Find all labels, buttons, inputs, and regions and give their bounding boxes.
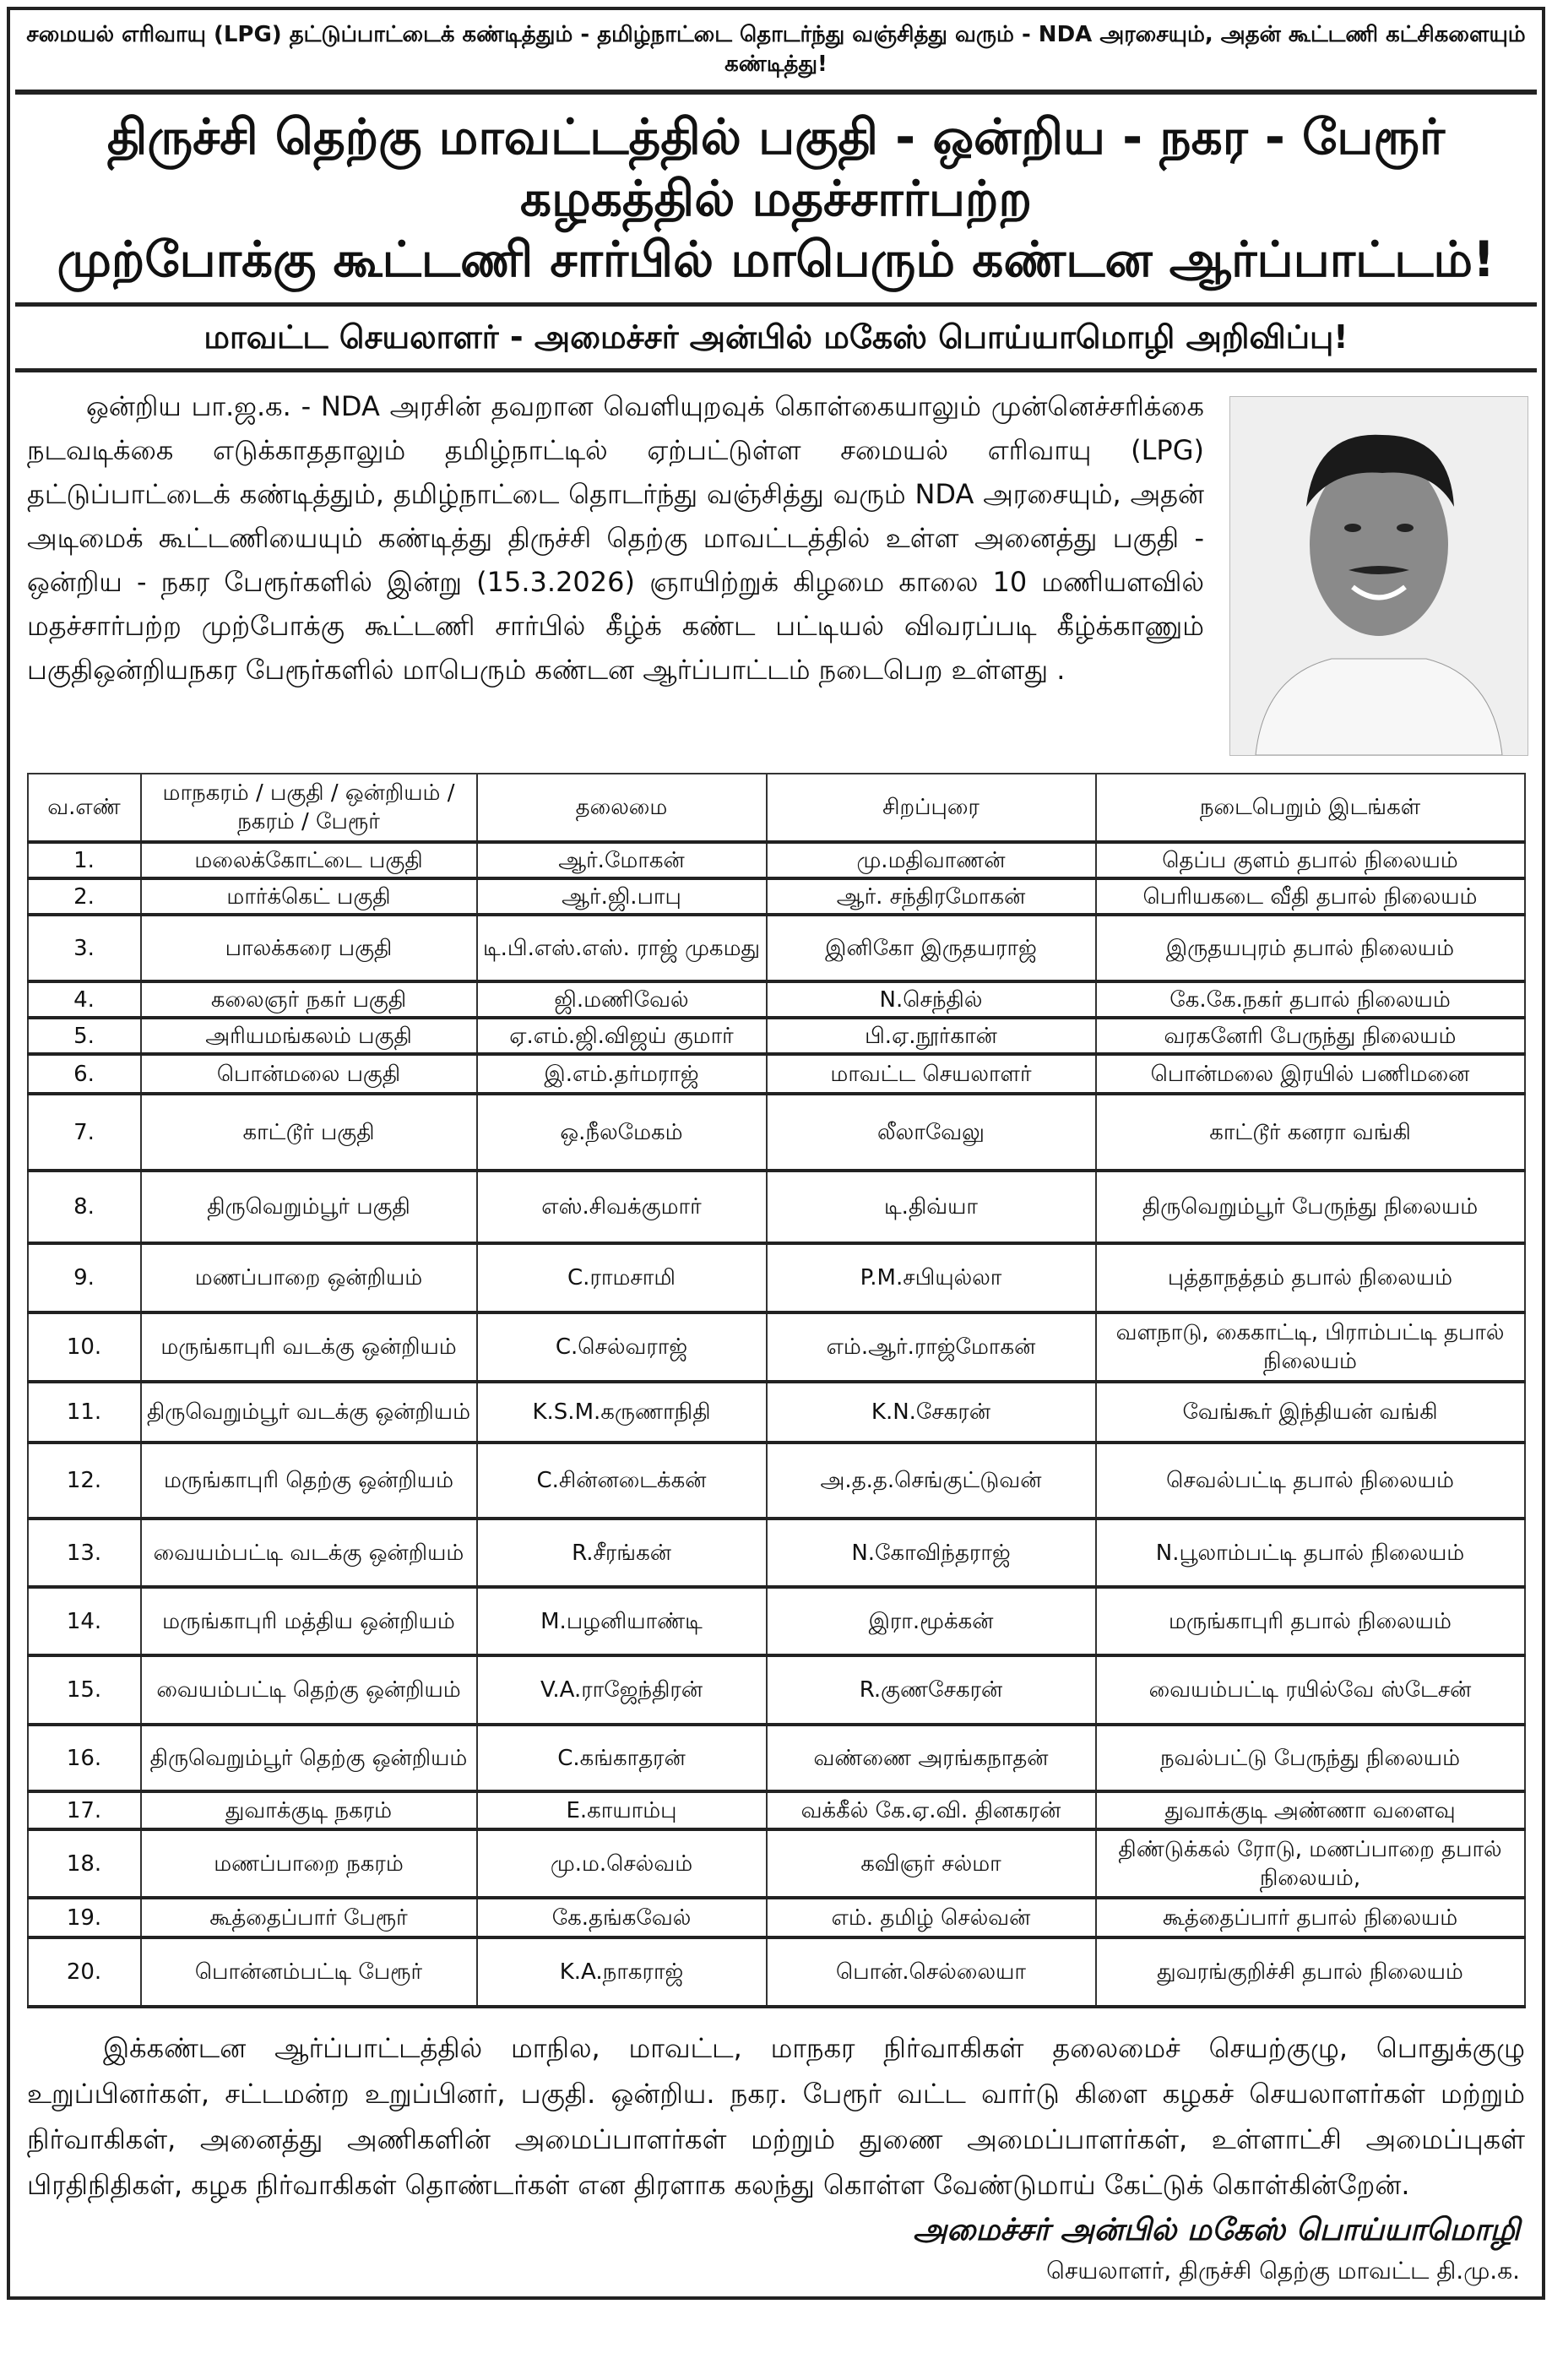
- cell-venue: துவரங்குறிச்சி தபால் நிலையம்: [1096, 1937, 1525, 2007]
- cell-serial: 6.: [28, 1054, 141, 1094]
- table-row: [28, 1382, 1525, 1443]
- cell-area: பாலக்கரை பகுதி: [141, 915, 477, 981]
- cell-special-address: மு.மதிவாணன்: [767, 842, 1096, 878]
- cell-area: மருங்காபுரி தெற்கு ஒன்றியம்: [141, 1443, 477, 1519]
- cell-serial: 2.: [28, 878, 141, 915]
- cell-presided-by: R.சீரங்கன்: [477, 1519, 767, 1587]
- cell-serial: 20.: [28, 1937, 141, 2007]
- cell-serial: 12.: [28, 1443, 141, 1519]
- intro-section: [15, 372, 1537, 773]
- table-row: [28, 915, 1525, 981]
- cell-venue: கூத்தைப்பார் தபால் நிலையம்: [1096, 1898, 1525, 1937]
- cell-area: மணப்பாறை ஒன்றியம்: [141, 1243, 477, 1312]
- cell-presided-by: ஆர்.ஜி.பாபு: [477, 878, 767, 915]
- cell-area: திருவெறும்பூர் தெற்கு ஒன்றியம்: [141, 1725, 477, 1791]
- cell-special-address: N.செந்தில்: [767, 981, 1096, 1018]
- cell-special-address: வண்ணை அரங்கநாதன்: [767, 1725, 1096, 1791]
- header-special-address: சிறப்புரை: [767, 774, 1096, 842]
- cell-venue: வேங்கூர் இந்தியன் வங்கி: [1096, 1382, 1525, 1443]
- header-serial: வ.எண்: [28, 774, 141, 842]
- cell-serial: 15.: [28, 1655, 141, 1725]
- cell-venue: காட்டூர் கனரா வங்கி: [1096, 1094, 1525, 1171]
- cell-area: பொன்மலை பகுதி: [141, 1054, 477, 1094]
- cell-serial: 16.: [28, 1725, 141, 1791]
- cell-area: பொன்னம்பட்டி பேரூர்: [141, 1937, 477, 2007]
- cell-presided-by: E.காயாம்பு: [477, 1791, 767, 1829]
- cell-venue: N.பூலாம்பட்டி தபால் நிலையம்: [1096, 1519, 1525, 1587]
- cell-venue: வையம்பட்டி ரயில்வே ஸ்டேசன்: [1096, 1655, 1525, 1725]
- body-paragraph: ஒன்றிய பா.ஜ.க. - NDA அரசின் தவறான வெளியுறவுக் கொள்கையாலும் முன்னெச்சரிக்கை நடவடிக்கை எடுக்காததாலும் தமிழ்நாட்டில் ஏற்பட்டுள்ள சமையல் எரிவாயு (LPG) தட்டுப்பாட்டைக் கண்டித்தும், தமிழ்நாட்டை தொடர்ந்து வஞ்சித்து வரும் NDA அரசையும், அதன் அடிமைக் கூட்டணியையும் கண்டித்து திருச்சி தெற்கு மாவட்டத்தில் உள்ள அனைத்து பகுதி - ஒன்றிய - நகர பேரூர்களில் இன்று (15.3.2026) ஞாயிற்றுக் கிழமை காலை 10 மணியளவில் மதச்சார்பற்ற முற்போக்கு கூட்டணி சார்பில் கீழ்க் கண்ட பட்டியல் விவரப்படி கீழ்க்காணும் பகுதிஒன்றியநகர பேரூர்களில் மாபெரும் கண்டன ஆர்ப்பாட்டம் நடைபெற உள்ளது .: [27, 390, 1204, 687]
- cell-serial: 3.: [28, 915, 141, 981]
- cell-area: அரியமங்கலம் பகுதி: [141, 1018, 477, 1054]
- cell-presided-by: ஏ.எம்.ஜி.விஜய் குமார்: [477, 1018, 767, 1054]
- cell-area: துவாக்குடி நகரம்: [141, 1791, 477, 1829]
- cell-venue: செவல்பட்டி தபால் நிலையம்: [1096, 1443, 1525, 1519]
- cell-serial: 10.: [28, 1312, 141, 1382]
- table-row: [28, 981, 1525, 1018]
- cell-special-address: கவிஞர் சல்மா: [767, 1829, 1096, 1898]
- cell-venue: துவாக்குடி அண்ணா வளைவு: [1096, 1791, 1525, 1829]
- cell-venue: புத்தாநத்தம் தபால் நிலையம்: [1096, 1243, 1525, 1312]
- cell-special-address: பொன்.செல்லையா: [767, 1937, 1096, 2007]
- cell-presided-by: C.கங்காதரன்: [477, 1725, 767, 1791]
- table-row: [28, 1243, 1525, 1312]
- cell-area: மார்க்கெட் பகுதி: [141, 878, 477, 915]
- cell-venue: மருங்காபுரி தபால் நிலையம்: [1096, 1587, 1525, 1655]
- portrait-image: [1230, 397, 1528, 755]
- cell-presided-by: C.சின்னடைக்கன்: [477, 1443, 767, 1519]
- table-row: [28, 1519, 1525, 1587]
- cell-special-address: N.கோவிந்தராஜ்: [767, 1519, 1096, 1587]
- cell-special-address: ஆர். சந்திரமோகன்: [767, 878, 1096, 915]
- table-body: [28, 842, 1525, 2007]
- table-row: [28, 1725, 1525, 1791]
- cell-area: திருவெறும்பூர் பகுதி: [141, 1171, 477, 1243]
- cell-serial: 7.: [28, 1094, 141, 1171]
- cell-special-address: லீலாவேலு: [767, 1094, 1096, 1171]
- cell-serial: 19.: [28, 1898, 141, 1937]
- table-row: [28, 878, 1525, 915]
- cell-presided-by: கே.தங்கவேல்: [477, 1898, 767, 1937]
- cell-special-address: வக்கீல் கே.ஏ.வி. தினகரன்: [767, 1791, 1096, 1829]
- cell-venue: பொன்மலை இரயில் பணிமனை: [1096, 1054, 1525, 1094]
- cell-special-address: இனிகோ இருதயராஜ்: [767, 915, 1096, 981]
- headline-line-1: திருச்சி தெற்கு மாவட்டத்தில் பகுதி - ஒன்றிய - நகர - பேரூர் கழகத்தில் மதச்சார்பற்ற: [106, 108, 1446, 227]
- cell-venue: தெப்ப குளம் தபால் நிலையம்: [1096, 842, 1525, 878]
- top-banner: சமையல் எரிவாயு (LPG) தட்டுப்பாட்டைக் கண்டித்தும் - தமிழ்நாட்டை தொடர்ந்து வஞ்சித்து வரும் - NDA அரசையும், அதன் கூட்டணி கட்சிகளையும் கண்டித்து!: [15, 10, 1537, 95]
- table-row: [28, 1587, 1525, 1655]
- table-row: [28, 1094, 1525, 1171]
- cell-serial: 8.: [28, 1171, 141, 1243]
- table-row: [28, 1791, 1525, 1829]
- cell-presided-by: எஸ்.சிவக்குமார்: [477, 1171, 767, 1243]
- cell-serial: 5.: [28, 1018, 141, 1054]
- table-row: [28, 1054, 1525, 1094]
- cell-presided-by: C.செல்வராஜ்: [477, 1312, 767, 1382]
- cell-venue: திருவெறும்பூர் பேருந்து நிலையம்: [1096, 1171, 1525, 1243]
- header-area: மாநகரம் / பகுதி / ஒன்றியம் / நகரம் / பேரூர்: [141, 774, 477, 842]
- signature-name: அமைச்சர் அன்பில் மகேஸ் பொய்யாமொழி: [913, 2213, 1520, 2248]
- cell-serial: 11.: [28, 1382, 141, 1443]
- cell-area: மருங்காபுரி மத்திய ஒன்றியம்: [141, 1587, 477, 1655]
- cell-presided-by: இ.எம்.தர்மராஜ்: [477, 1054, 767, 1094]
- cell-area: மருங்காபுரி வடக்கு ஒன்றியம்: [141, 1312, 477, 1382]
- cell-presided-by: V.A.ராஜேந்திரன்: [477, 1655, 767, 1725]
- cell-presided-by: K.A.நாகராஜ்: [477, 1937, 767, 2007]
- cell-presided-by: M.பழனியாண்டி: [477, 1587, 767, 1655]
- cell-area: வையம்பட்டி வடக்கு ஒன்றியம்: [141, 1519, 477, 1587]
- cell-venue: கே.கே.நகர் தபால் நிலையம்: [1096, 981, 1525, 1018]
- cell-area: திருவெறும்பூர் வடக்கு ஒன்றியம்: [141, 1382, 477, 1443]
- table-header-row: [28, 774, 1525, 842]
- cell-venue: வரகனேரி பேருந்து நிலையம்: [1096, 1018, 1525, 1054]
- table-row: [28, 842, 1525, 878]
- cell-special-address: K.N.சேகரன்: [767, 1382, 1096, 1443]
- table-row: [28, 1443, 1525, 1519]
- cell-special-address: டி.திவ்யா: [767, 1171, 1096, 1243]
- table-row: [28, 1018, 1525, 1054]
- cell-venue: திண்டுக்கல் ரோடு, மணப்பாறை தபால் நிலையம்,: [1096, 1829, 1525, 1898]
- cell-presided-by: ஜி.மணிவேல்: [477, 981, 767, 1018]
- table-row: [28, 1829, 1525, 1898]
- cell-special-address: P.M.சபியுல்லா: [767, 1243, 1096, 1312]
- header-venue: நடைபெறும் இடங்கள்: [1096, 774, 1525, 842]
- table-row: [28, 1898, 1525, 1937]
- cell-area: கூத்தைப்பார் பேரூர்: [141, 1898, 477, 1937]
- cell-serial: 1.: [28, 842, 141, 878]
- table-row: [28, 1655, 1525, 1725]
- page-frame: [7, 7, 1545, 2300]
- subheadline: மாவட்ட செயலாளர் - அமைச்சர் அன்பில் மகேஸ் பொய்யாமொழி அறிவிப்பு!: [15, 307, 1537, 372]
- table-row: [28, 1171, 1525, 1243]
- cell-special-address: பி.ஏ.நூர்கான்: [767, 1018, 1096, 1054]
- cell-area: மணப்பாறை நகரம்: [141, 1829, 477, 1898]
- person-photo: [1229, 396, 1528, 756]
- cell-presided-by: மு.ம.செல்வம்: [477, 1829, 767, 1898]
- cell-area: வையம்பட்டி தெற்கு ஒன்றியம்: [141, 1655, 477, 1725]
- cell-presided-by: C.ராமசாமி: [477, 1243, 767, 1312]
- cell-serial: 17.: [28, 1791, 141, 1829]
- header-presided-by: தலைமை: [477, 774, 767, 842]
- cell-area: கலைஞர் நகர் பகுதி: [141, 981, 477, 1018]
- cell-serial: 13.: [28, 1519, 141, 1587]
- cell-serial: 14.: [28, 1587, 141, 1655]
- table-row: [28, 1312, 1525, 1382]
- cell-special-address: மாவட்ட செயலாளர்: [767, 1054, 1096, 1094]
- cell-presided-by: K.S.M.கருணாநிதி: [477, 1382, 767, 1443]
- cell-special-address: இரா.மூக்கன்: [767, 1587, 1096, 1655]
- cell-presided-by: ஆர்.மோகன்: [477, 842, 767, 878]
- cell-special-address: அ.த.த.செங்குட்டுவன்: [767, 1443, 1096, 1519]
- cell-serial: 18.: [28, 1829, 141, 1898]
- cell-presided-by: டி.பி.எஸ்.எஸ். ராஜ் முகமது: [477, 915, 767, 981]
- headline: [15, 95, 1537, 307]
- cell-presided-by: ஒ.நீலமேகம்: [477, 1094, 767, 1171]
- cell-venue: வளநாடு, கைகாட்டி, பிராம்பட்டி தபால் நிலையம்: [1096, 1312, 1525, 1382]
- cell-venue: நவல்பட்டு பேருந்து நிலையம்: [1096, 1725, 1525, 1791]
- protest-schedule-table: [27, 773, 1526, 2008]
- cell-area: மலைக்கோட்டை பகுதி: [141, 842, 477, 878]
- cell-venue: இருதயபுரம் தபால் நிலையம்: [1096, 915, 1525, 981]
- cell-special-address: எம்.ஆர்.ராஜ்மோகன்: [767, 1312, 1096, 1382]
- cell-special-address: எம். தமிழ் செல்வன்: [767, 1898, 1096, 1937]
- cell-special-address: R.குணசேகரன்: [767, 1655, 1096, 1725]
- table-row: [28, 1937, 1525, 2007]
- cell-venue: பெரியகடை வீதி தபால் நிலையம்: [1096, 878, 1525, 915]
- headline-line-2: முற்போக்கு கூட்டணி சார்பில் மாபெரும் கண்டன ஆர்ப்பாட்டம்!: [57, 231, 1495, 289]
- cell-serial: 9.: [28, 1243, 141, 1312]
- cell-serial: 4.: [28, 981, 141, 1018]
- signature-title: செயலாளர், திருச்சி தெற்கு மாவட்ட தி.மு.க.: [1046, 2257, 1520, 2285]
- closing-paragraph: இக்கண்டன ஆர்ப்பாட்டத்தில் மாநில, மாவட்ட, மாநகர நிர்வாகிகள் தலைமைச் செயற்குழு, பொதுக்குழு உறுப்பினர்கள், சட்டமன்ற உறுப்பினர், பகுதி. ஒன்றிய. நகர. பேரூர் வட்ட வார்டு கிளை கழகச் செயலாளர்கள் மற்றும் நிர்வாகிகள், அனைத்து அணிகளின் அமைப்பாளர்கள் மற்றும் துணை அமைப்பாளர்கள், உள்ளாட்சி அமைப்புகள் பிரதிநிதிகள், கழக நிர்வாகிகள் தொண்டர்கள் என திரளாக கலந்து கொள்ள வேண்டுமாய் கேட்டுக் கொள்கின்றேன்.: [27, 2032, 1525, 2202]
- cell-area: காட்டூர் பகுதி: [141, 1094, 477, 1171]
